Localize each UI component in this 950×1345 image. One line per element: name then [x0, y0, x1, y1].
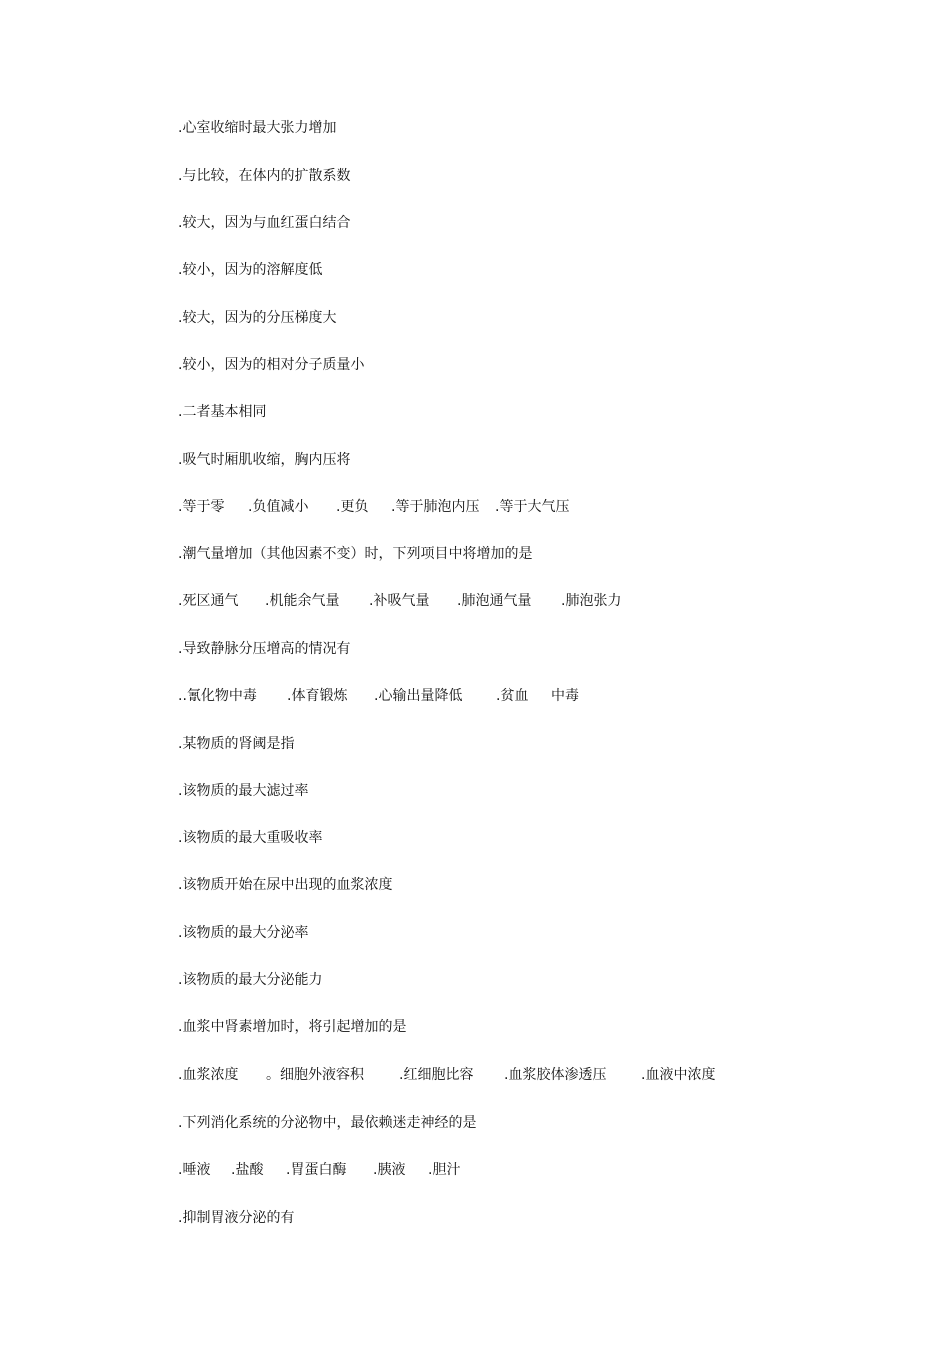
option-item: .胰液 [373, 1162, 406, 1178]
option-item: .贫血 [496, 688, 529, 704]
text-line: .导致静脉分压增高的情况有 [178, 641, 351, 657]
text-line: .该物质的最大重吸收率 [178, 830, 323, 846]
option-item: .等于大气压 [495, 499, 570, 515]
option-item: .补吸气量 [369, 593, 430, 609]
option-item: .等于零 [178, 499, 225, 515]
text-line: .血浆中肾素增加时，将引起增加的是 [178, 1019, 407, 1035]
option-item: .血液中浓度 [641, 1067, 716, 1083]
text-line: .某物质的肾阈是指 [178, 736, 295, 752]
text-line: .较大，因为与血红蛋白结合 [178, 215, 351, 231]
option-item: .死区通气 [178, 593, 239, 609]
text-line: .下列消化系统的分泌物中，最依赖迷走神经的是 [178, 1115, 477, 1131]
option-item: .胃蛋白酶 [286, 1162, 347, 1178]
text-line: .较小，因为的相对分子质量小 [178, 357, 365, 373]
option-item: ..氰化物中毒 [178, 688, 257, 704]
text-line: .该物质开始在尿中出现的血浆浓度 [178, 877, 393, 893]
text-line: .吸气时厢肌收缩，胸内压将 [178, 452, 351, 468]
text-line: .与比较，在体内的扩散系数 [178, 168, 351, 184]
option-item: .更负 [336, 499, 369, 515]
text-line: .该物质的最大分泌能力 [178, 972, 323, 988]
text-line: .该物质的最大滤过率 [178, 783, 309, 799]
text-line: .较小，因为的溶解度低 [178, 262, 323, 278]
option-item: .血浆胶体渗透压 [504, 1067, 607, 1083]
option-item: .等于肺泡内压 [391, 499, 480, 515]
option-item: .盐酸 [231, 1162, 264, 1178]
text-line: .该物质的最大分泌率 [178, 925, 309, 941]
option-item: .机能余气量 [265, 593, 340, 609]
option-item: .体育锻炼 [287, 688, 348, 704]
option-item: .负值减小 [248, 499, 309, 515]
text-line: .心室收缩时最大张力增加 [178, 120, 337, 136]
option-item: .肺泡通气量 [457, 593, 532, 609]
text-line: .二者基本相同 [178, 404, 267, 420]
option-item: .心输出量降低 [374, 688, 463, 704]
option-item: .血浆浓度 [178, 1067, 239, 1083]
option-item: .红细胞比容 [399, 1067, 474, 1083]
text-line: .潮气量增加（其他因素不变）时，下列项目中将增加的是 [178, 546, 533, 562]
text-line: .抑制胃液分泌的有 [178, 1210, 295, 1226]
option-item: .唾液 [178, 1162, 211, 1178]
option-item: .胆汁 [428, 1162, 461, 1178]
option-item: 。细胞外液容积 [266, 1067, 364, 1083]
option-item: 中毒 [551, 688, 579, 704]
option-item: .肺泡张力 [561, 593, 622, 609]
text-line: .较大，因为的分压梯度大 [178, 310, 337, 326]
